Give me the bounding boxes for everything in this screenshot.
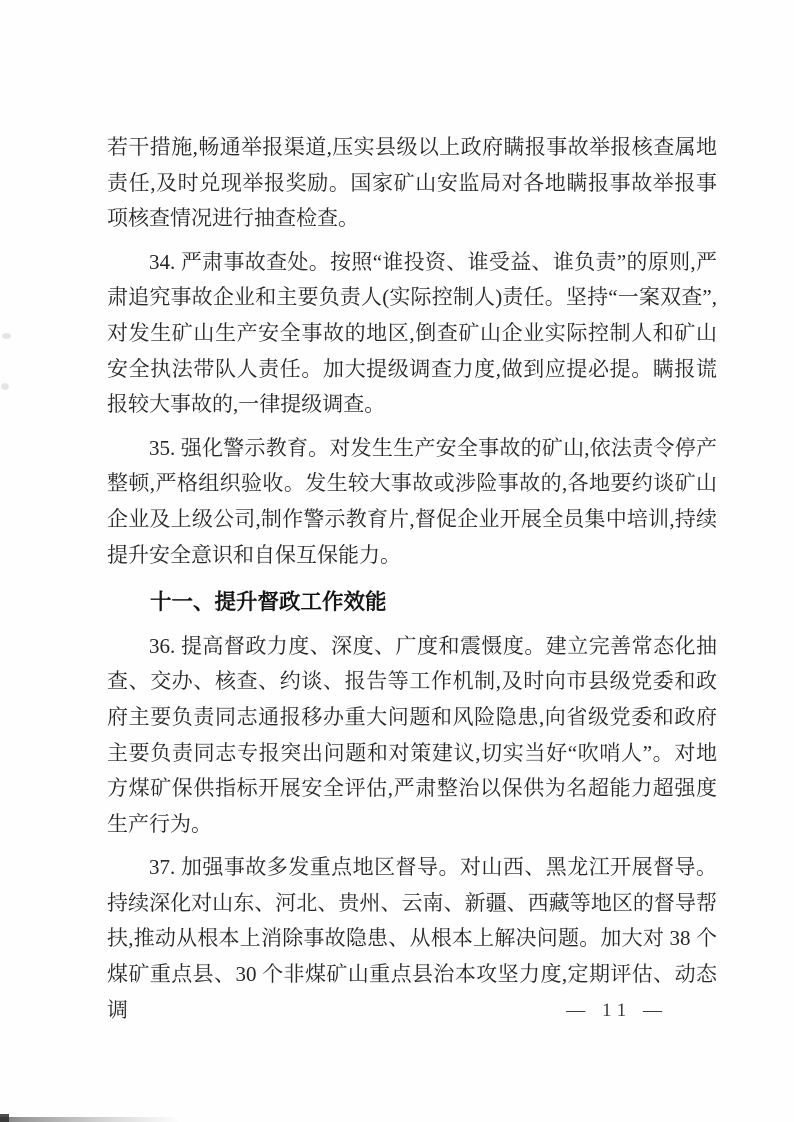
paragraph-item-34: 34. 严肃事故查处。按照“谁投资、谁受益、谁负责”的原则,严肃追究事故企业和主要负责人(实际控制人)责任。坚持“一案双查”,对发生矿山生产安全事故的地区,倒查矿山企业实际控制人和矿山安全执法带队人责任。加大提级调查力度,做到应提必提。瞒报谎报较大事故的,一律提级调查。 — [107, 249, 717, 417]
page-number: — 11 — — [566, 1000, 668, 1021]
scan-artifact-bottom-smudge — [0, 1117, 180, 1122]
paragraph-item-35: 35. 强化警示教育。对发生生产安全事故的矿山,依法责令停产整顿,严格组织验收。发生较大事故或涉险事故的,各地要约谈矿山企业及上级公司,制作警示教育片,督促企业开展全员集中培训,持续提升安全意识和自保互保能力。 — [107, 435, 717, 567]
scan-artifact-speck — [2, 333, 11, 339]
scan-artifact-corner-dot — [0, 1114, 9, 1122]
section-heading-11: 十一、提升督政工作效能 — [150, 590, 387, 615]
document-body — [107, 130, 717, 1036]
paragraph-item-36: 36. 提高督政力度、深度、广度和震慑度。建立完善常态化抽查、交办、核查、约谈、报告等工作机制,及时向市县级党委和政府主要负责同志通报移办重大问题和风险隐患,向省级党委和政府主要负责同志专报突出问题和对策建议,切实当好“吹哨人”。对地方煤矿保供指标开展安全评估,严肃整治以保供为名超能力超强度生产行为。 — [107, 633, 717, 836]
paragraph-continuation: 若干措施,畅通举报渠道,压实县级以上政府瞒报事故举报核查属地责任,及时兑现举报奖励。国家矿山安监局对各地瞒报事故举报事项核查情况进行抽查检查。 — [107, 135, 717, 231]
paragraph-item-37: 37. 加强事故多发重点地区督导。对山西、黑龙江开展督导。持续深化对山东、河北、贵州、云南、新疆、西藏等地区的督导帮扶,推动从根本上消除事故隐患、从根本上解决问题。加大对 38 个煤矿重点县、30 个非煤矿山重点县治本攻坚力度,定期评估、动态调 — [107, 855, 717, 1022]
scan-artifact-speck — [1, 383, 9, 390]
